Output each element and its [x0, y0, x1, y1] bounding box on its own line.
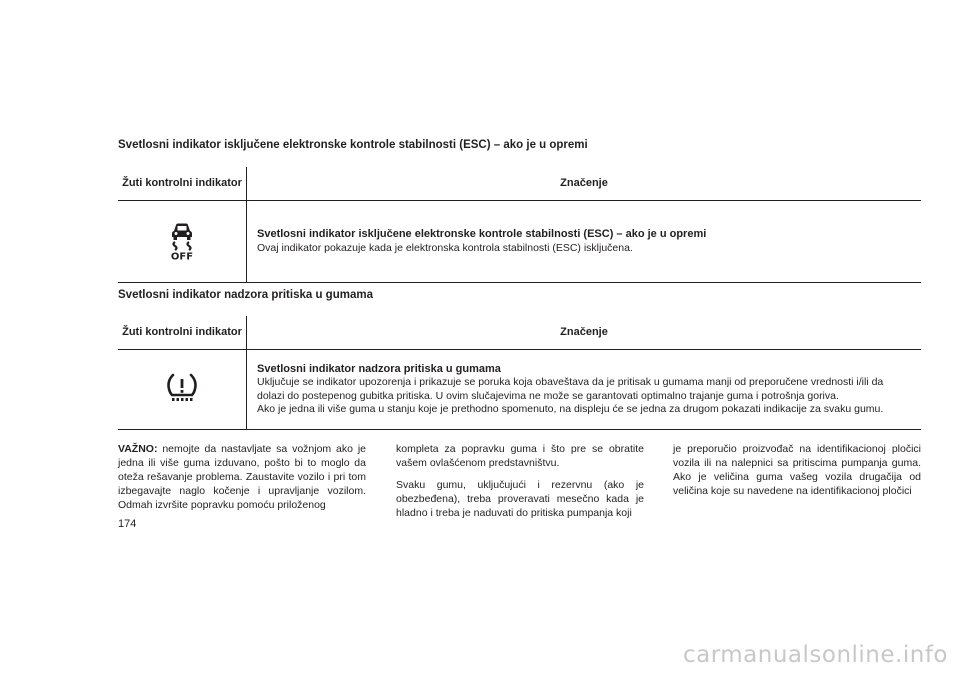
- header-indicator: Žuti kontrolni indikator: [118, 167, 247, 201]
- body-column-2: [396, 442, 644, 528]
- tire-pressure-warning-icon: [165, 373, 199, 406]
- tpms-indicator-table: [118, 316, 921, 430]
- header-indicator: Žuti kontrolni indikator: [118, 316, 247, 350]
- tpms-desc-title: Svetlosni indikator nadzora pritiska u gumama: [257, 362, 501, 375]
- esc-off-icon: [167, 220, 197, 263]
- important-lead: VAŽNO:: [118, 443, 158, 455]
- watermark: carmanualsonline.info: [682, 642, 948, 668]
- body-paragraph: Svaku gumu, uključujući i rezervnu (ako je obezbeđena), treba proveravati mesečno kada je hladno i treba je naduvati do pritiska pumpanja koji: [396, 479, 644, 519]
- table-row: [118, 350, 921, 430]
- body-paragraph: je preporučio proizvođač na identifikacionoj pločici vozila ili na nalepnici sa pritiscima pumpanja guma. Ako je veličina guma vašeg vozila drugačija od veličina koje su navedene na identifikacionoj pločici: [673, 443, 921, 497]
- esc-desc-title: Svetlosni indikator isključene elektronske kontrole stabilnosti (ESC) – ako je u opremi: [257, 228, 707, 240]
- header-meaning: Značenje: [247, 316, 922, 350]
- esc-off-label: OFF: [170, 251, 194, 260]
- esc-section-title: Svetlosni indikator isključene elektronske kontrole stabilnosti (ESC) – ako je u opremi: [118, 139, 588, 151]
- table-row: [118, 201, 921, 283]
- body-paragraph: kompleta za popravku guma i što pre se obratite vašem ovlašćenom predstavništvu.: [396, 443, 644, 469]
- body-column-1: [118, 442, 366, 520]
- table-header-row: [118, 167, 921, 201]
- tpms-desc-line1: Uključuje se indikator upozorenja i prikazuje se poruka koja obaveštava da je pritisak u gumama manji od preporučene vrednosti i/ili da dolazi do postepenog gubitka pritiska. U ovim slučajevima ne može se garantovati optimalno trajanje guma i potrošnja goriva.: [257, 376, 884, 402]
- important-paragraph: [118, 442, 366, 512]
- esc-indicator-table: [118, 167, 921, 283]
- page-number: 174: [118, 518, 137, 530]
- table-header-row: [118, 316, 921, 350]
- tpms-section-title: Svetlosni indikator nadzora pritiska u gumama: [118, 289, 373, 301]
- tpms-desc-line2: Ako je jedna ili više guma u stanju koje je prethodno spomenuto, na displeju će se jedna za drugom pokazati indikacije za svaku gumu.: [257, 403, 884, 415]
- important-text: nemojte da nastavljate sa vožnjom ako je jedna ili više guma izduvano, pošto bi to moglo da oteža rešavanje problema. Zaustavite vozilo i pri tom izbegavajte naglo kočenje i upravljanje vozilom. Odmah izvršite popravku pomoću priloženog: [118, 443, 366, 511]
- body-column-3: [673, 442, 921, 506]
- header-meaning: Značenje: [247, 167, 922, 201]
- esc-desc-text: Ovaj indikator pokazuje kada je elektronska kontrola stabilnosti (ESC) isključena.: [257, 241, 633, 254]
